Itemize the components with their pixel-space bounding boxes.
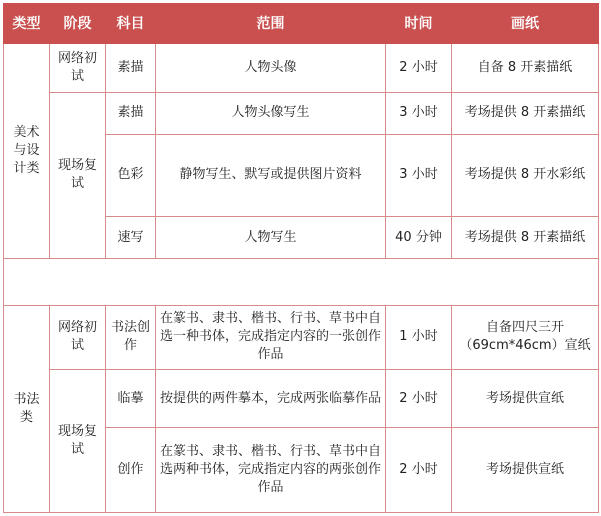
- time-cell: 40 分钟: [386, 217, 452, 259]
- spacer-cell: [4, 259, 599, 305]
- scope-cell: 静物写生、默写或提供图片资料: [156, 134, 386, 216]
- header-paper: 画纸: [452, 4, 599, 44]
- time-cell: 2 小时: [386, 44, 452, 92]
- header-type: 类型: [4, 4, 50, 44]
- exam-requirements-table: [3, 3, 599, 513]
- paper-cell: 自备四尺三开（69cm*46cm）宣纸: [452, 305, 599, 369]
- stage-art-onsite: 现场复试: [50, 92, 106, 259]
- stage-calligraphy-onsite: 现场复试: [50, 370, 106, 513]
- table-row: [4, 44, 599, 92]
- subject-cell: 速写: [106, 217, 156, 259]
- paper-cell: 考场提供宣纸: [452, 370, 599, 428]
- time-cell: 3 小时: [386, 92, 452, 134]
- subject-cell: 书法创作: [106, 305, 156, 369]
- table-row: [4, 370, 599, 428]
- scope-cell: 人物写生: [156, 217, 386, 259]
- subject-cell: 素描: [106, 44, 156, 92]
- header-time: 时间: [386, 4, 452, 44]
- category-art: 美术与设计类: [4, 44, 50, 259]
- table-header-row: [4, 4, 599, 44]
- time-cell: 2 小时: [386, 370, 452, 428]
- paper-cell: 自备 8 开素描纸: [452, 44, 599, 92]
- scope-cell: 人物头像写生: [156, 92, 386, 134]
- table-row: [4, 92, 599, 134]
- time-cell: 1 小时: [386, 305, 452, 369]
- header-scope: 范围: [156, 4, 386, 44]
- paper-cell: 考场提供 8 开水彩纸: [452, 134, 599, 216]
- header-stage: 阶段: [50, 4, 106, 44]
- category-calligraphy: 书法类: [4, 305, 50, 512]
- subject-cell: 素描: [106, 92, 156, 134]
- scope-cell: 在篆书、隶书、楷书、行书、草书中自选两种书体，完成指定内容的两张创作作品: [156, 428, 386, 513]
- subject-cell: 临摹: [106, 370, 156, 428]
- table-row: [4, 305, 599, 369]
- stage-art-online: 网络初试: [50, 44, 106, 92]
- scope-cell: 在篆书、隶书、楷书、行书、草书中自选一种书体，完成指定内容的一张创作作品: [156, 305, 386, 369]
- header-subject: 科目: [106, 4, 156, 44]
- scope-cell: 人物头像: [156, 44, 386, 92]
- paper-cell: 考场提供 8 开素描纸: [452, 217, 599, 259]
- paper-cell: 考场提供宣纸: [452, 428, 599, 513]
- paper-cell: 考场提供 8 开素描纸: [452, 92, 599, 134]
- scope-cell: 按提供的两件摹本，完成两张临摹作品: [156, 370, 386, 428]
- subject-cell: 色彩: [106, 134, 156, 216]
- time-cell: 3 小时: [386, 134, 452, 216]
- time-cell: 2 小时: [386, 428, 452, 513]
- spacer-row: [4, 259, 599, 305]
- subject-cell: 创作: [106, 428, 156, 513]
- stage-calligraphy-online: 网络初试: [50, 305, 106, 369]
